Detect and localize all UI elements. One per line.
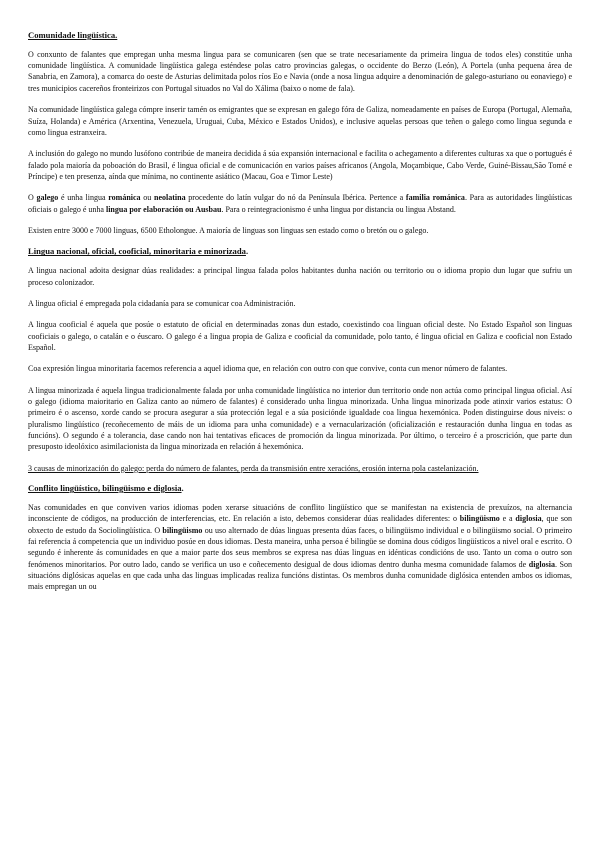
paragraph-comunidade-2: Na comunidade lingüística galega cómpre inserir tamén os emigrantes que se expresan en galego fóra de Galiza, nomeadamente en países de Europa (Portugal, Alemaña, Suíza, Holanda) e América (Arxentina, Venezuela, Uruguai, Cuba, México e Estados Unidos), e inclusive aquelas persoas que teñen o galego como lingua segunda e como lingua estranxeira. (28, 105, 572, 137)
paragraph-conflito: Nas comunidades en que conviven varios idiomas poden xerarse situacións de conflito lingüístico que se manifestan na existencia de prexuízos, na alternancia inconsciente de códigos, na producción de interferencias, etc. En relación a isto, debemos considerar dúas realidades diferentes: o bilingüismo e a diglosia, que son obxecto de estudo da Sociolingüística. O bilingüismo ou uso alternado de dúas linguas presenta dúas faces, o bilingüismo individual e o bilingüismo social. O primeiro fai referencia á competencia que un individuo posúe en dous idiomas. Desta maneira, unha persoa é bilingüe se domina dous códigos lingüísticos a nivel oral e escrito. O segundo é inherente ás comunidades en que a maior parte dos seus membros se expresa nas dúas linguas en idénticas condicións de uso. Tanto un coma o outro son fenómenos minoritarios. Por outro lado, cando se verifica un uso e coñecemento desigual de dous idiomas dentro dunha mesma comunidade falamos de diglosia. Son situacións diglósicas aquelas en que cada unha das linguas implicadas realiza funcións distintas. Os membros dunha comunidade diglósica entenden ambos os idiomas, mais empregan un ou (28, 502, 573, 592)
paragraph-lingua-minoritaria: Coa expresión lingua minoritaria facemos referencia a aquel idioma que, en relación con outro con que convive, conta cun menor número de falantes. (28, 364, 508, 374)
paragraph-numero-linguas: Existen entre 3000 e 7000 linguas, 6500 Etholongue. A maioría de linguas son linguas sen estado como o bretón ou o galego. (28, 226, 429, 236)
paragraph-lingua-oficial: A lingua oficial é empregada pola cidadanía para se comunicar coa Administración. (28, 298, 296, 308)
heading-lingua-nacional: Lingua nacional, oficial, cooficial, minoritaria e minorizada. (28, 246, 249, 257)
paragraph-causas-minorizacion: 3 causas de minorización do galego: perda do número de falantes, perda da transmisión entre xeracións, erosión interna pola castelanización. (28, 463, 479, 473)
paragraph-lingua-minorizada: A lingua minorizada é aquela lingua tradicionalmente falada por unha comunidade lingüística no interior dun territorio onde non actúa como principal lingua oficial. Así o galego (idioma maioritario en Galiza canto ao número de falantes) é considerado unha lingua minorizada. Unha lingua minorizada pode atinxir varios estatus: O primeiro é o ascenso, xorde cando se procura asegurar a súa protección legal e a súa posiciónde igualdade coa lingua hexemónica. Poden distinguirse dous niveis: o pluralismo lingüístico (recoñecemento de máis de un idioma para unha comunidade) e a vernacularización (oficialización e restauración dunha lingua en todas as funcións). O segundo é a tolerancia, dase cando non hai tentativas eficaces de promoción da lingua minorizada. Por último, o terceiro é a proscrición, que parte dun presuposto ideolóxico asimilacionista da lingua minorizada en relación á hexemónica. (28, 385, 572, 452)
heading-conflito: Conflito lingüístico, bilingüismo e diglosia. (28, 483, 184, 494)
heading-comunidade: Comunidade lingüística. (28, 30, 118, 40)
paragraph-lingua-cooficial: A lingua cooficial é aquela que posúe o estatuto de oficial en determinadas zonas dun estado, coexistindo coa linguan oficial deste. No Estado Español son linguas cooficiais o galego, o catalán e o éuscaro. O galego é a lingua propia de Galiza e cooficial da comunidade, polo tanto, é lingua oficial en Galiza e cooficial non Estado Español. (28, 320, 572, 352)
paragraph-comunidade-1: O conxunto de falantes que empregan unha mesma lingua para se comunicaren (sen que se trate necesariamente da primeira lingua de todos eles) constitúe unha comunidade lingüística. A comunidade lingüística galega esténdese polas catro provincias galegas, o occidente do Berzo (León), A Portela (unha pequena área de Sanabria, en Zamora), a comarca do oeste de Asturias delimitada polos ríos Eo e Navia (onde a nosa lingua adquire a denominación de galego-asturiano ou eonaviego) e tres municipios cacereños fronteirizos con Portugal situados no Val do Xálima (baixo o nome de fala). (28, 49, 572, 93)
paragraph-lusofono: A inclusión do galego no mundo lusófono contribúe de maneira decidida á súa expansión internacional e facilita o achegamento a diferentes culturas xa que o portugués é falado pola maioría da poboación do Brasil, é lingua oficial e de comunicación en varios países africanos (Angola, Moçambique, Cabo Verde, Guiné-Bissau,São Tomé e Príncipe) e ten presenza, aínda que mínima, no continente asiático (Macau, Goa e Timor Leste) (28, 149, 572, 181)
paragraph-lingua-nacional: A lingua nacional adoita designar dúas realidades: a principal lingua falada polos habitantes dunha nación ou territorio ou o idioma propio dun lugar que sufriu un proceso colonizador. (28, 266, 572, 287)
paragraph-galego-romanico: O galego é unha lingua románica ou neolatina procedente do latín vulgar do nó da Península Ibérica. Pertence a familia románica. Para as autoridades lingüísticas oficiais o galego é unha lingua por elaboración ou Ausbau. Para o reintegracionismo é unha lingua por distancia ou lingua Abstand. (28, 193, 573, 214)
